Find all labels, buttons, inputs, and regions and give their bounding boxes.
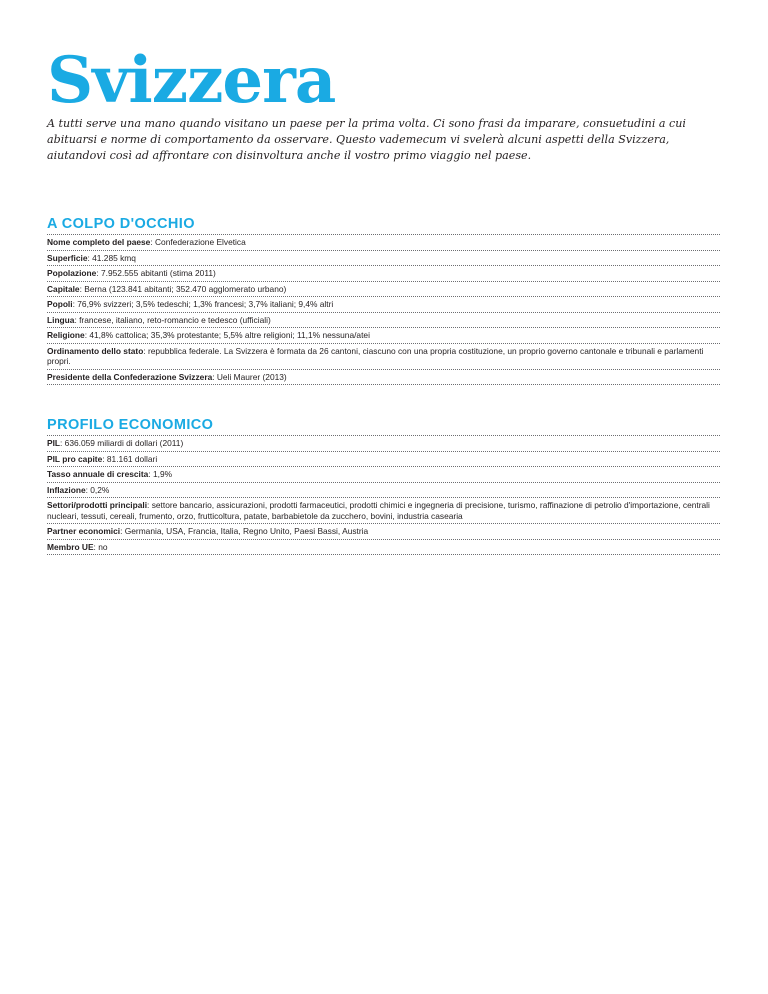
fact-value: : settore bancario, assicurazioni, prodotti farmaceutici, prodotti chimici e ingegneria di precisione, turismo, raffinazione di petrolio d'importazione, centrali nucleari, tessuti, cereali, frumento, orzo, frutticoltura, patate, barbabietole da zucchero, bovini, industria casearia: [47, 500, 710, 521]
fact-row: [47, 235, 720, 251]
fact-label: Religione: [47, 330, 85, 340]
fact-value: : Germania, USA, Francia, Italia, Regno Unito, Paesi Bassi, Austria: [120, 526, 369, 536]
section-heading: A COLPO D'OCCHIO: [47, 216, 720, 235]
fact-value: : 81.161 dollari: [102, 453, 158, 464]
fact-label: Popolazione: [47, 268, 97, 278]
fact-value: : francese, italiano, reto-romancio e tedesco (ufficiali): [74, 314, 271, 325]
fact-label: Partner economici: [47, 526, 121, 536]
page-title: Svizzera: [47, 43, 336, 118]
fact-row: [47, 540, 720, 556]
fact-label: Superficie: [47, 252, 88, 263]
fact-row: [47, 251, 720, 267]
fact-value: : 41,8% cattolica; 35,3% protestante; 5,5% altre religioni; 11,1% nessuna/atei: [84, 330, 370, 340]
fact-row: [47, 328, 720, 344]
section-heading: PROFILO ECONOMICO: [47, 417, 720, 436]
fact-row: [47, 313, 720, 329]
fact-label: PIL pro capite: [47, 453, 103, 464]
fact-value: : 1,9%: [148, 469, 173, 479]
fact-row: [47, 483, 720, 499]
fact-label: Settori/prodotti principali: [47, 500, 148, 510]
fact-label: Capitale: [47, 283, 80, 294]
fact-label: PIL: [47, 438, 61, 448]
fact-value: : repubblica federale. La Svizzera è formata da 26 cantoni, ciascuno con una propria costituzione, un proprio governo cantonale e tribunali e parlamenti propri.: [47, 345, 704, 366]
fact-label: Inflazione: [47, 484, 86, 495]
fact-row: [47, 266, 720, 282]
fact-value: : Berna (123.841 abitanti; 352.470 agglomerato urbano): [79, 283, 287, 294]
fact-row: [47, 344, 720, 370]
fact-label: Ordinamento dello stato: [47, 345, 144, 356]
fact-value: : Ueli Maurer (2013): [212, 371, 287, 382]
fact-value: : 41.285 kmq: [87, 252, 136, 263]
fact-value: : 7.952.555 abitanti (stima 2011): [96, 268, 216, 278]
fact-value: : 636.059 miliardi di dollari (2011): [60, 438, 184, 448]
fact-row: [47, 524, 720, 540]
fact-list: [47, 436, 720, 555]
fact-value: : 0,2%: [85, 484, 110, 495]
fact-value: : no: [93, 541, 108, 552]
fact-label: Tasso annuale di crescita: [47, 469, 149, 479]
fact-row: [47, 370, 720, 386]
intro-paragraph: A tutti serve una mano quando visitano un paese per la prima volta. Ci sono frasi da imparare, consuetudini a cui abituarsi e norme di comportamento da osservare. Questo vademecum vi svelerà alcuni aspetti della Svizzera, aiutandovi così ad affrontare con disinvoltura anche il vostro primo viaggio nel paese.: [47, 117, 686, 162]
fact-label: Popoli: [47, 299, 73, 309]
fact-row: [47, 436, 720, 452]
fact-label: Nome completo del paese: [47, 237, 151, 247]
page: [47, 43, 720, 555]
section-economic-profile: [47, 417, 720, 555]
fact-row: [47, 467, 720, 483]
fact-row: [47, 452, 720, 468]
fact-label: Membro UE: [47, 541, 94, 552]
fact-row: [47, 498, 720, 524]
fact-label: Lingua: [47, 314, 75, 325]
fact-row: [47, 282, 720, 298]
fact-row: [47, 297, 720, 313]
section-at-a-glance: [47, 216, 720, 385]
fact-value: : Confederazione Elvetica: [150, 237, 246, 247]
fact-value: : 76,9% svizzeri; 3,5% tedeschi; 1,3% francesi; 3,7% italiani; 9,4% altri: [72, 299, 334, 309]
fact-label: Presidente della Confederazione Svizzera: [47, 371, 213, 382]
fact-list: [47, 235, 720, 385]
